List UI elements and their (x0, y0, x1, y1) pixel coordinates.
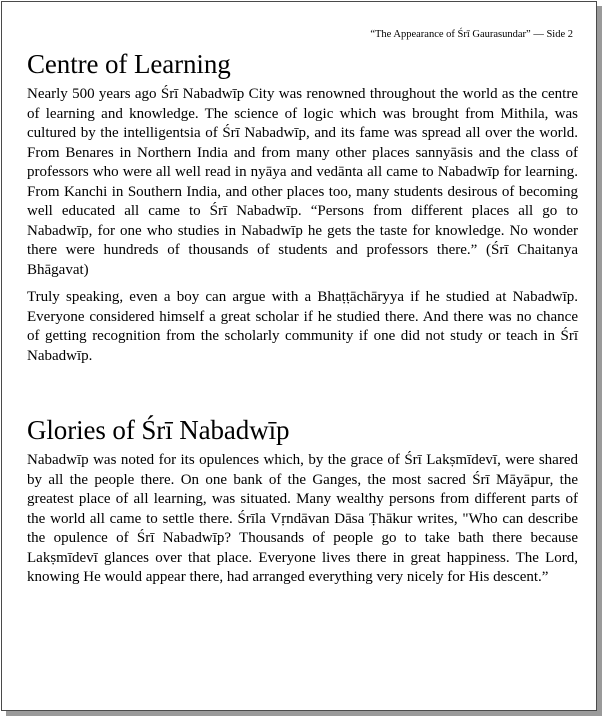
section-centre-of-learning (27, 48, 578, 366)
section-glories-of-sri-nabadwip (27, 414, 578, 588)
paragraph: Nabadwīp was noted for its opulences which, by the grace of Śrī Lakṣmīdevī, were shared by all the people there. On one bank of the Ganges, the most sacred Śrī Māyāpur, the greatest place of all learning, was situated. Many wealthy persons from different parts of the world all came to settle there. Śrīla Vṛndāvan Dāsa Ṭhākur writes, "Who can describe the opulence of Śrī Nabadwīp? Thousands of people go to take bath there because Lakṣmīdevī glances over that place. Everyone lives there in great happiness. The Lord, knowing He would appear there, had arranged everything very nicely for His descent.” (27, 452, 578, 585)
document-page (1, 1, 597, 711)
page-content (27, 48, 578, 596)
paragraph: Truly speaking, even a boy can argue with a Bhaṭṭāchāryya if he studied at Nabadwīp. Everyone considered himself a great scholar if he studied there. And there was no chance of getting recognition from the scholarly community if one did not study or teach in Śrī Nabadwīp. (27, 289, 578, 364)
running-header: “The Appearance of Śrī Gaurasundar” — Side 2 (370, 29, 573, 40)
section-heading: Glories of Śrī Nabadwīp (27, 415, 290, 445)
paragraph: Nearly 500 years ago Śrī Nabadwīp City was renowned throughout the world as the centre of learning and knowledge. The science of logic which was brought from Mithila, was cultured by the intelligentsia of Śrī Nabadwīp, and its fame was spread all over the world. From Benares in Northern India and from many other places sannyāsis and the class of professors who were all well read in nyāya and vedānta all came to Nabadwīp for learning. From Kanchi in Southern India, and other places too, many students desirous of becoming well educated all came to Śrī Nabadwīp. “Persons from different places all go to Nabadwīp, for one who studies in Nabadwīp he gets the taste for knowledge. No wonder there were hundreds of thousands of students and professors there.” (Śrī Chaitanya Bhāgavat) (27, 86, 578, 278)
section-heading: Centre of Learning (27, 49, 231, 79)
